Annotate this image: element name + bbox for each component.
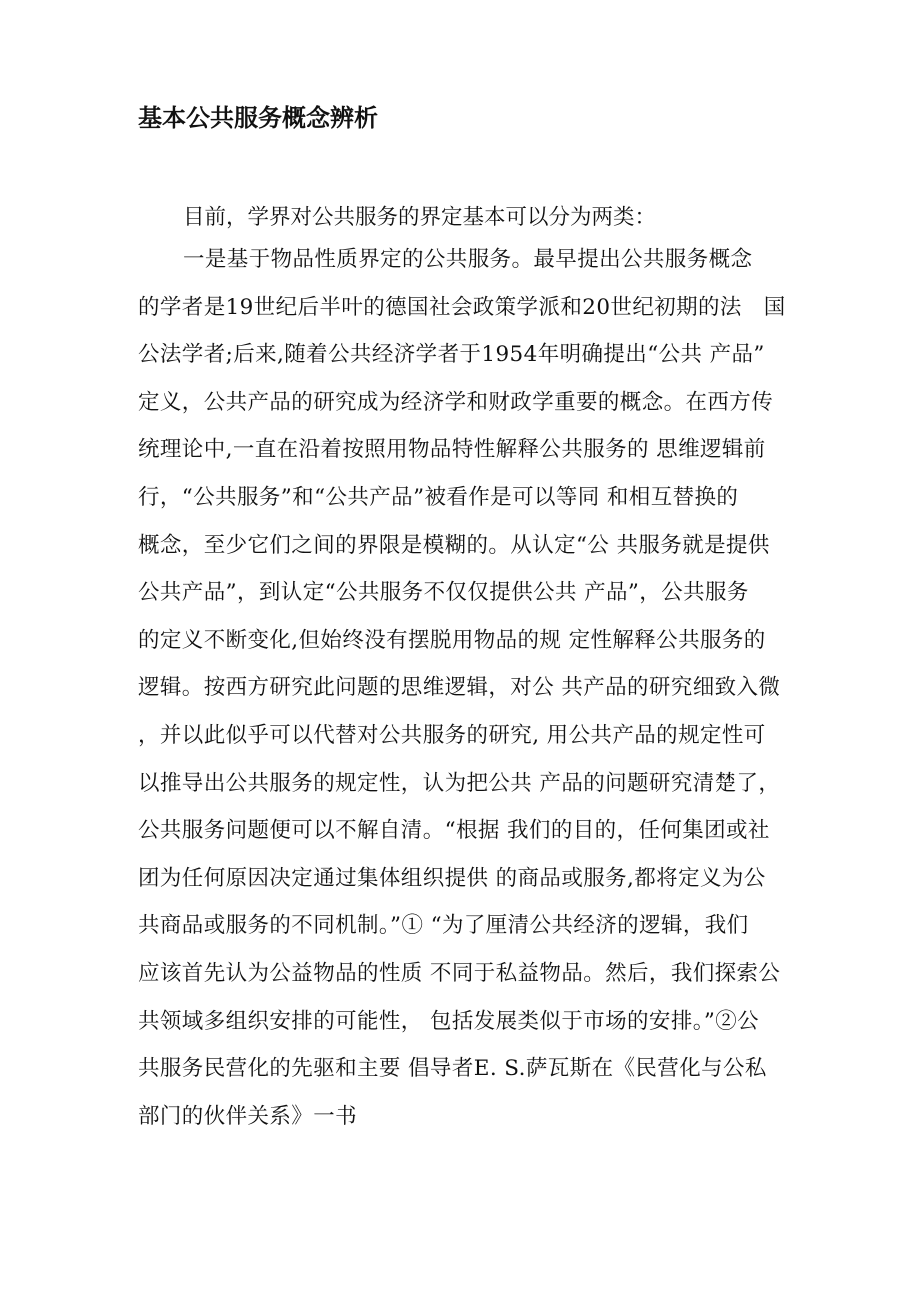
paragraph-line: 共商品或服务的不同机制。”① “为了厘清公共经济的逻辑，我们: [138, 913, 749, 939]
paragraph-line: ，并以此似乎可以代替对公共服务的研究, 用公共产品的规定性可: [138, 722, 766, 748]
paragraph-line: 一是基于物品性质界定的公共服务。最早提出公共服务概念: [183, 247, 753, 272]
document-title: 基本公共服务概念辨析: [138, 104, 378, 132]
paragraph-line: 公共服务问题便可以不解自清。“根据 我们的目的，任何集团或社: [138, 818, 770, 844]
paragraph-line: 逻辑。按西方研究此问题的思维逻辑，对公 共产品的研究细致入微: [138, 675, 781, 701]
paragraph-line: 统理论中,一直在沿着按照用物品特性解释公共服务的 思维逻辑前: [138, 437, 766, 463]
paragraph-line: 以推导出公共服务的规定性，认为把公共 产品的问题研究清楚了，: [138, 770, 781, 796]
paragraph-line: 定义，公共产品的研究成为经济学和财政学重要的概念。在西方传: [138, 389, 774, 415]
intro-paragraph: 目前，学界对公共服务的界定基本可以分为两类：: [183, 205, 657, 230]
paragraph-line: 部门的伙伴关系》一书: [138, 1103, 358, 1129]
paragraph-line: 应该首先认为公益物品的性质 不同于私益物品。然后，我们探索公: [138, 960, 781, 986]
paragraph-line: 的学者是19世纪后半叶的德国社会政策学派和20世纪初期的法 国: [138, 294, 786, 320]
paragraph-line: 共领域多组织安排的可能性， 包括发展类似于市场的安排。”②公: [138, 1008, 760, 1034]
paragraph-line: 公共产品”，到认定“公共服务不仅仅提供公共 产品”，公共服务: [138, 580, 749, 606]
paragraph-line: 公法学者;后来,随着公共经济学者于1954年明确提出“公共 产品”: [138, 342, 765, 368]
paragraph-line: 概念，至少它们之间的界限是模糊的。从认定“公 共服务就是提供: [138, 532, 770, 558]
paragraph-line: 的定义不断变化,但始终没有摆脱用物品的规 定性解释公共服务的: [138, 627, 766, 653]
paragraph-line: 行，“公共服务”和“公共产品”被看作是可以等同 和相互替换的: [138, 484, 739, 510]
body-paragraph: [138, 236, 798, 1140]
paragraph-line: 共服务民营化的先驱和主要 倡导者E. S.萨瓦斯在《民营化与公私: [138, 1056, 767, 1082]
paragraph-line: 团为任何原因决定通过集体组织提供 的商品或服务,都将定义为公: [138, 865, 766, 891]
